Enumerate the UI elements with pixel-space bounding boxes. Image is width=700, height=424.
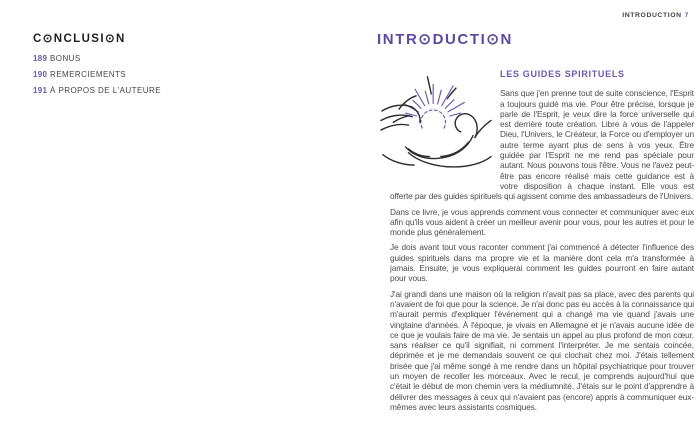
running-header-chapter: INTRODUCTION	[622, 12, 682, 19]
running-header	[622, 12, 689, 19]
toc-page-number: 189	[33, 54, 48, 63]
body-paragraph: J'ai grandi dans une maison où la religion n'avait pas sa place, avec des parents qui n'avaient de foi que pour la science. Je n'ai donc pas eu accès à la connaissance qui m'aurait permis d'expliquer l'événement qui a changé ma vie quand j'avais une vingtaine d'années. À l'époque, je vivais en Allemagne et je n'avais aucune idée de ce que je voulais faire de ma vie. Je sentais un appel au plus profond de mon cœur, sans réaliser ce qu'il signifiait, ni comment l'interpréter. Je me sentais coincée, déprimée et je me demandais souvent ce qui clochait chez moi. J'étais tellement brisée que j'ai même songé à me rendre dans un hôpital psychiatrique pour trouver un moyen de recoller les morceaux. Avec le recul, je comprends aujourd'hui que c'était le début de mon chemin vers la médiumnité. J'étais sur le point d'apprendre à délivrer des messages à ceux qui n'avaient pas (encore) appris à communiquer eux-mêmes avec leurs assistants cosmiques.	[390, 288, 694, 412]
body-paragraph: Sans que j'en prenne tout de suite conscience, l'Esprit a toujours guidé ma vie. Pour être précise, lorsque je parle de l'Esprit, je veux dire la force universelle qui est derrière toute création. Libre à vous de l'appeler Dieu, l'Univers, le Créateur, la Force ou d'employer un autre terme ayant plus de sens à vos yeux. Être guidée par l'Esprit ne me rend pas spéciale pour autant. Nous pouvons tous l'être. Vous ne l'avez peut-être pas encore réalisé mais cette guidance est à votre disposition à chaque instant. Elle vous est offerte par des guides spirituels qui agissent comme des ambassadeurs de l'Univers.	[390, 88, 694, 202]
right-page	[377, 12, 694, 417]
toc-entry-a-propos	[33, 86, 293, 95]
chapter-title: INTR⊙DUCTI⊙N	[377, 31, 513, 48]
toc-page-number: 191	[33, 85, 48, 95]
body-paragraph: Dans ce livre, je vous apprends comment vous connecter et communiquer avec eux afin qu'ils vous aident à créer un meilleur avenir pour vous, pour les autres et pour le monde plus généralement.	[390, 206, 694, 238]
page-number: 7	[684, 12, 689, 19]
toc-entry-remerciements	[33, 70, 293, 79]
toc-entry-label: BONUS	[50, 54, 81, 63]
table-of-contents	[33, 54, 293, 95]
toc-entry-label: REMERCIEMENTS	[50, 69, 127, 79]
hands-holding-light-illustration	[380, 71, 492, 187]
toc-entry-label: À PROPOS DE L'AUTEURE	[50, 85, 162, 95]
toc-page-number: 190	[33, 69, 48, 79]
body-paragraph: Je dois avant tout vous raconter comment j'ai commencé à détecter l'influence des guides spirituels dans ma propre vie et la manière dont cela m'a transformée à jamais. Ensuite, je vous expliquerai comment les guides pourront en faire autant pour vous.	[390, 242, 694, 284]
left-page	[33, 31, 293, 101]
toc-entry-bonus	[33, 54, 293, 63]
section-heading: LES GUIDES SPIRITUELS	[500, 69, 625, 79]
conclusion-title: C⊙NCLUSI⊙N	[33, 33, 126, 45]
chapter-body	[377, 69, 694, 412]
